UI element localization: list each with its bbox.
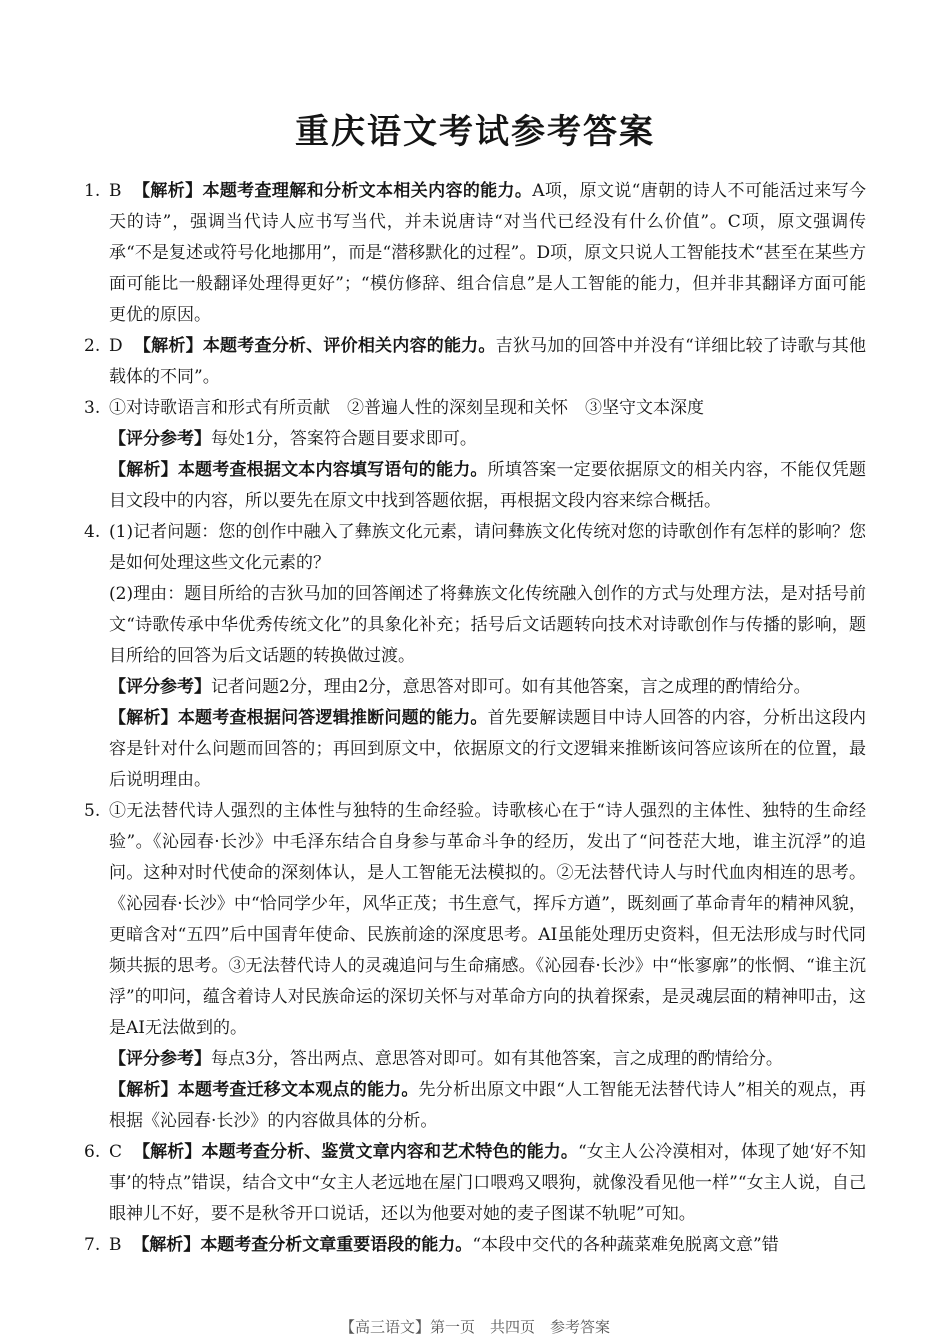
answer-choice: D [109,336,123,356]
item-number: 5. [84,801,101,821]
analysis-text: 先分析出原文中跟“人工智能无法替代诗人”相关的观点，再根据《沁园春·长沙》的内容做具体的分析。 [109,1080,867,1131]
analysis-tag: 【解析】 [133,336,203,356]
analysis-focus: 本题考查分析、鉴赏文章内容和艺术特色的能力。 [201,1142,578,1162]
analysis-text: 吉狄马加的回答中并没有“详细比较了诗歌与其他载体的不同”。 [109,336,867,387]
answer-choice: B [109,181,122,201]
scoring-note [84,672,866,703]
page-footer [0,1300,950,1336]
answer-choice: B [109,1235,122,1255]
analysis-note [84,455,866,517]
answer-item-4 [84,517,866,579]
footer-text: 【高三语文】第一页 共四页 参考答案 [339,1318,610,1336]
item-number: 1. [84,181,101,201]
scoring-tag: 【评分参考】 [109,429,211,449]
answer-line: (1)记者问题：您的创作中融入了彝族文化元素，请问彝族文化传统对您的诗歌创作有怎样的影响？您是如何处理这些文化元素的？ [109,522,866,573]
analysis-tag: 【解析】 [109,708,178,728]
scoring-tag: 【评分参考】 [109,1049,211,1069]
analysis-text: A项，原文说“唐朝的诗人不可能活过来写今天的诗”，强调当代诗人应书写当代，并未说唐诗“对当代已经没有什么价值”。C项，原文强调传承“不是复述或符号化地挪用”，而是“潜移默化的过程”。D项，原文只说人工智能技术“甚至在某些方面可能比一般翻译处理得更好”；“模仿修辞、组合信息”是人工智能的能力，但并非其翻译方面可能更优的原因。 [109,181,867,325]
answer-item-1 [84,176,866,331]
scoring-note [84,1044,866,1075]
analysis-tag: 【解析】 [133,181,203,201]
analysis-tag: 【解析】 [109,460,178,480]
analysis-focus: 本题考查根据问答逻辑推断问题的能力。 [177,708,488,728]
analysis-text: 所填答案一定要依据原文的相关内容，不能仅凭题目文段中的内容，所以要先在原文中找到答题依据，再根据文段内容来综合概括。 [109,460,867,511]
answer-line: ①对诗歌语言和形式有所贡献 ②普遍人性的深刻呈现和关怀 ③坚守文本深度 [109,398,704,418]
analysis-text: “女主人公冷漠相对，体现了她‘好不知事’的特点”错误，结合文中“女主人老远地在屋门口喂鸡又喂狗，就像没看见他一样”“女主人说，自己眼神儿不好，要不是秋爷开口说话，还以为他要对她的麦子图谋不轨呢”可知。 [109,1142,867,1224]
item-number: 6. [84,1142,101,1162]
analysis-focus: 本题考查理解和分析文本相关内容的能力。 [202,181,533,201]
analysis-text: 首先要解读题目中诗人回答的内容，分析出这段内容是针对什么问题而回答的；再回到原文中，依据原文的行文逻辑来推断该问答应该所在的位置，最后说明理由。 [109,708,867,790]
analysis-tag: 【解析】 [132,1235,201,1255]
analysis-note [84,703,866,796]
scoring-tag: 【评分参考】 [109,677,211,697]
analysis-focus: 本题考查分析文章重要语段的能力。 [200,1235,473,1255]
analysis-tag: 【解析】 [133,1142,202,1162]
answer-item-5 [84,796,866,1044]
scoring-text: 每点3分，答出两点、意思答对即可。如有其他答案，言之成理的酌情给分。 [211,1049,783,1069]
item-number: 4. [84,522,101,542]
analysis-note [84,1075,866,1137]
answer-item-7 [84,1230,866,1261]
analysis-text: “本段中交代的各种蔬菜难免脱离文意”错 [472,1235,779,1255]
answer-line-2: (2)理由：题目所给的吉狄马加的回答阐述了将彝族文化传统融入创作的方式与处理方法，是对括号前文“诗歌传承中华优秀传统文化”的具象化补充；括号后文话题转向技术对诗歌创作与传播的影响，题目所给的回答为后文话题的转换做过渡。 [109,584,866,666]
analysis-focus: 本题考查分析、评价相关内容的能力。 [202,336,496,356]
analysis-focus: 本题考查根据文本内容填写语句的能力。 [177,460,488,480]
answer-choice: C [109,1142,123,1162]
analysis-tag: 【解析】 [109,1080,178,1100]
answer-line: ①无法替代诗人强烈的主体性与独特的生命经验。诗歌核心在于“诗人强烈的主体性、独特的生命经验”。《沁园春·长沙》中毛泽东结合自身参与革命斗争的经历，发出了“问苍茫大地，谁主沉浮”的追问。这种对时代使命的深刻体认，是人工智能无法模拟的。②无法替代诗人与时代血肉相连的思考。《沁园春·长沙》中“恰同学少年，风华正茂；书生意气，挥斥方遒”，既刻画了革命青年的精神风貌，更暗含对“五四”后中国青年使命、民族前途的深度思考。AI虽能处理历史资料，但无法形成与时代同频共振的思考。③无法替代诗人的灵魂追问与生命痛感。《沁园春·长沙》中“怅寥廓”的怅惘、“谁主沉浮”的叩问，蕴含着诗人对民族命运的深切关怀与对革命方向的执着探索，是灵魂层面的精神叩击，这是AI无法做到的。 [109,801,866,1038]
answer-item-3 [84,393,866,424]
scoring-note [84,424,866,455]
page-title: 重庆语文考试参考答案 [295,112,655,152]
scoring-text: 记者问题2分，理由2分，意思答对即可。如有其他答案，言之成理的酌情给分。 [211,677,811,697]
answer-body [84,176,866,1261]
item-number: 3. [84,398,101,418]
item-number: 2. [84,336,101,356]
scoring-text: 每处1分，答案符合题目要求即可。 [211,429,477,449]
answer-item-2 [84,331,866,393]
item-number: 7. [84,1235,101,1255]
analysis-focus: 本题考查迁移文本观点的能力。 [177,1080,419,1100]
answer-item-6 [84,1137,866,1230]
